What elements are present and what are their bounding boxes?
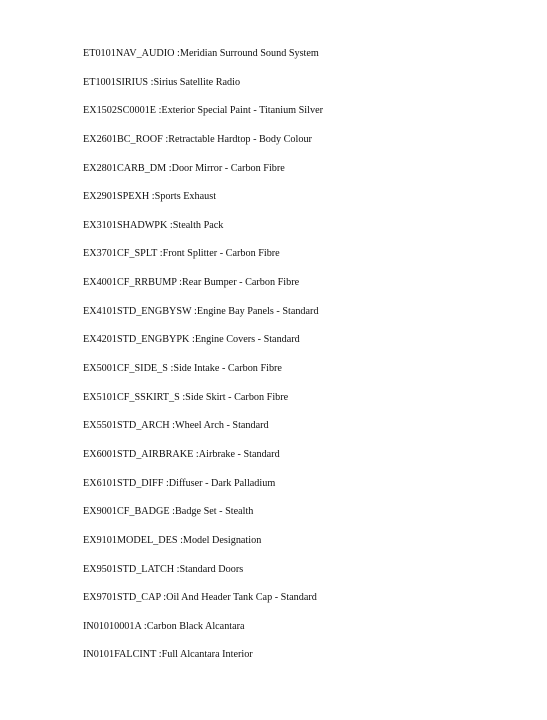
option-list (83, 46, 323, 676)
option-code: EX4101STD_ENGBYSW (83, 305, 192, 317)
option-line: EX2801CARB_DM :Door Mirror - Carbon Fibre (83, 162, 285, 174)
option-line: EX1502SC0001E :Exterior Special Paint - Titanium Silver (83, 105, 323, 117)
option-line: EX9501STD_LATCH :Standard Doors (83, 563, 244, 575)
option-code: EX2601BC_ROOF (83, 133, 163, 145)
option-line: EX3701CF_SPLT :Front Splitter - Carbon Fibre (83, 248, 280, 260)
option-code: EX3701CF_SPLT (83, 248, 158, 260)
option-code: EX4201STD_ENGBYPK (83, 334, 190, 346)
option-line: EX5501STD_ARCH :Wheel Arch - Standard (83, 420, 269, 432)
option-line: EX6001STD_AIRBRAKE :Airbrake - Standard (83, 448, 280, 460)
option-code: EX4001CF_RRBUMP (83, 277, 177, 289)
option-description: Standard Doors (179, 563, 244, 575)
option-description: Side Skirt - Carbon Fibre (185, 391, 289, 403)
option-description: Sirius Satellite Radio (153, 76, 241, 88)
option-description: Side Intake - Carbon Fibre (173, 363, 282, 375)
option-line: ET0101NAV_AUDIO :Meridian Surround Sound System (83, 48, 319, 59)
option-line: EX2601BC_ROOF :Retractable Hardtop - Body Colour (83, 133, 312, 145)
option-code: EX1502SC0001E (83, 105, 157, 117)
option-code: EX5501STD_ARCH (83, 420, 170, 432)
option-description: Full Alcantara Interior (161, 649, 253, 661)
option-line: IN0101FALCINT :Full Alcantara Interior (83, 649, 253, 661)
option-line: EX4201STD_ENGBYPK :Engine Covers - Standard (83, 334, 300, 346)
option-description: Exterior Special Paint - Titanium Silver (161, 105, 323, 117)
option-description: Engine Bay Panels - Standard (196, 305, 319, 317)
option-description: Door Mirror - Carbon Fibre (171, 162, 285, 174)
option-code: IN0101FALCINT (83, 649, 157, 661)
option-code: EX5001CF_SIDE_S (83, 363, 168, 375)
option-line: EX9001CF_BADGE :Badge Set - Stealth (83, 506, 254, 518)
option-code: IN01010001A (83, 620, 142, 632)
option-code: EX2801CARB_DM (83, 162, 167, 174)
option-description: Oil And Header Tank Cap - Standard (166, 592, 317, 604)
option-code: EX9501STD_LATCH (83, 563, 175, 575)
option-code: EX5101CF_SSKIRT_S (83, 391, 180, 403)
option-description: Sports Exhaust (154, 191, 217, 203)
option-description: Retractable Hardtop - Body Colour (168, 133, 312, 145)
option-description: Meridian Surround Sound System (179, 48, 319, 59)
option-description: Diffuser - Dark Palladium (168, 477, 276, 489)
option-code: EX9701STD_CAP (83, 592, 161, 604)
option-description: Airbrake - Standard (198, 448, 280, 460)
option-code: EX6001STD_AIRBRAKE (83, 448, 194, 460)
option-code: EX2901SPEXH (83, 191, 150, 203)
option-line: ET1001SIRIUS :Sirius Satellite Radio (83, 76, 241, 88)
option-description: Engine Covers - Standard (194, 334, 300, 346)
option-code: EX3101SHADWPK (83, 219, 168, 231)
option-line: EX5001CF_SIDE_S :Side Intake - Carbon Fibre (83, 363, 282, 375)
option-line: EX3101SHADWPK :Stealth Pack (83, 219, 224, 231)
option-description: Model Designation (182, 534, 262, 546)
option-line: EX9701STD_CAP :Oil And Header Tank Cap - Standard (83, 592, 317, 604)
option-description: Rear Bumper - Carbon Fibre (182, 277, 300, 289)
option-code: EX6101STD_DIFF (83, 477, 164, 489)
option-description: Badge Set - Stealth (175, 506, 254, 518)
option-description: Carbon Black Alcantara (146, 620, 245, 632)
option-line: EX6101STD_DIFF :Diffuser - Dark Palladium (83, 477, 276, 489)
option-line: EX2901SPEXH :Sports Exhaust (83, 191, 217, 203)
option-code: EX9101MODEL_DES (83, 534, 178, 546)
option-description: Wheel Arch - Standard (175, 420, 269, 432)
option-line: EX4101STD_ENGBYSW :Engine Bay Panels - Standard (83, 305, 319, 317)
option-code: ET1001SIRIUS (83, 76, 149, 88)
option-line: EX4001CF_RRBUMP :Rear Bumper - Carbon Fibre (83, 277, 300, 289)
option-line: IN01010001A :Carbon Black Alcantara (83, 620, 245, 632)
option-code: EX9001CF_BADGE (83, 506, 170, 518)
option-line: EX5101CF_SSKIRT_S :Side Skirt - Carbon Fibre (83, 391, 289, 403)
option-description: Stealth Pack (172, 219, 224, 231)
option-description: Front Splitter - Carbon Fibre (162, 248, 280, 260)
option-code: ET0101NAV_AUDIO (83, 48, 175, 59)
option-line: EX9101MODEL_DES :Model Designation (83, 534, 262, 546)
